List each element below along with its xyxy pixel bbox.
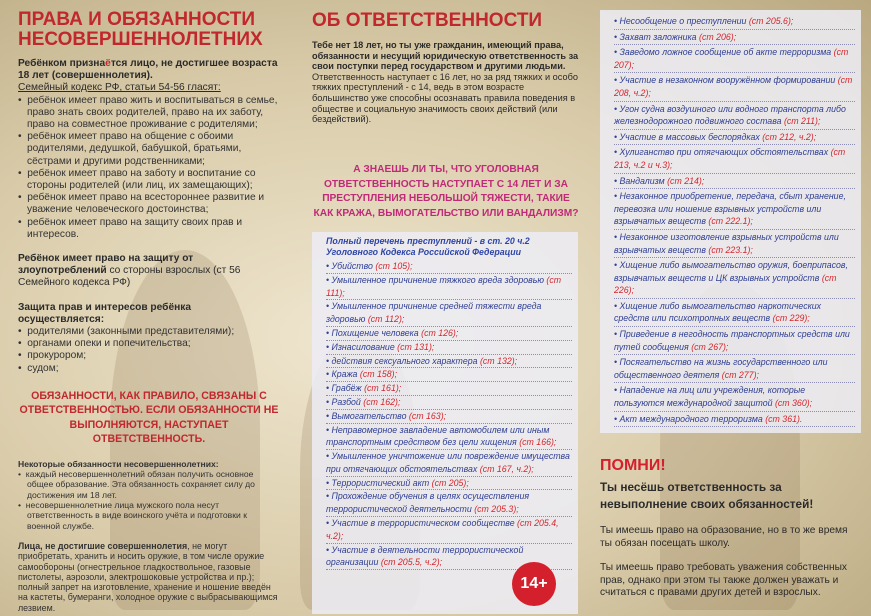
bullet-icon: •	[326, 369, 332, 380]
crime-item	[326, 517, 572, 544]
rights-list	[18, 95, 280, 241]
article-ref: (ст 206);	[699, 31, 737, 42]
crime-item	[614, 230, 855, 258]
rights-item-text: ребёнок имеет право на заботу и воспитание со стороны родителей (или лиц, их замещающих);	[27, 167, 256, 192]
bullet-icon: •	[326, 396, 332, 407]
article-ref: (ст 158);	[359, 369, 398, 380]
crime-name: Участие в террористическом сообществе	[331, 518, 515, 529]
article-ref: (ст 162);	[363, 396, 401, 407]
crime-name: Хулиганство при отягчающих обстоятельствах	[619, 147, 829, 158]
article-ref: (ст 205.4, ч.2);	[326, 518, 559, 541]
protection-title: Защита прав и интересов ребёнка осуществляется:	[18, 301, 192, 325]
question-callout: А ЗНАЕШЬ ЛИ ТЫ, ЧТО УГОЛОВНАЯ ОТВЕТСТВЕННОСТЬ НАСТУПАЕТ С 14 ЛЕТ И ЗА ПРЕСТУПЛЕНИЯ НЕБОЛЬШОЙ ТЯЖЕСТИ, ТАКИЕ КАК КРАЖА, ВЫМОГАТЕЛЬСТВО ИЛИ ВАНДАЛИЗМ?	[313, 163, 579, 220]
bullet-icon: •	[614, 103, 620, 114]
crimes-list-title: Полный перечень преступлений - в ст. 20 ч.2 Уголовного Кодекса Российской Федерации	[326, 235, 530, 257]
intro-bold: Тебе нет 18 лет, но ты уже гражданин, имеющий права, обязанности и несущий юридическую ответственность за свои поступки перед государством и другими людьми.	[312, 40, 579, 72]
crime-name: Хищение либо вымогательство наркотических средств или психотропных веществ	[614, 300, 822, 324]
crime-item	[326, 450, 572, 477]
rights-item: • ребёнок имеет право на всестороннее развитие и уважение человеческого достоинства;	[18, 192, 265, 216]
article-ref: (ст 229);	[772, 313, 810, 324]
crime-name: Участие в массовых беспорядках	[619, 131, 760, 142]
protector-text: родителями (законными представителями);	[27, 326, 235, 338]
bullet-icon: •	[326, 355, 332, 366]
crime-name: Хищение либо вымогательство оружия, боеприпасов, взрывчатых веществ и ЦК взрывных устройств	[614, 260, 848, 283]
bullet-icon: •	[326, 518, 332, 529]
rights-item-text: ребёнок имеет право на всестороннее развитие и уважение человеческого достоинства;	[27, 192, 265, 216]
rights-column	[0, 0, 290, 616]
abuse-protection	[18, 253, 280, 290]
bullet-icon: •	[614, 413, 620, 424]
crime-name: Неправомерное завладение автомобилем или иным транспортным средством без цели хищения	[326, 424, 550, 448]
crime-name: Террористический акт	[331, 477, 430, 488]
crime-name: Заведомо ложное сообщение об акте терроризма	[619, 47, 832, 58]
article-ref: (ст 207);	[614, 47, 849, 70]
crimes-panel	[312, 232, 578, 614]
bullet-icon: •	[326, 477, 332, 488]
crimes-list-continued	[614, 14, 855, 427]
crime-item	[614, 258, 855, 299]
protector-item: • родителями (законными представителями);	[18, 326, 235, 338]
crime-item	[614, 412, 855, 428]
crime-name: Убийство	[331, 260, 373, 271]
article-ref: (ст 111);	[326, 274, 562, 298]
article-ref: (ст 222.1);	[708, 216, 753, 227]
crime-item	[614, 130, 855, 146]
crime-item	[326, 327, 572, 341]
bullet-icon: •	[326, 274, 332, 285]
crime-item	[614, 355, 855, 383]
crime-name: Приведение в негодность транспортных средств или путей сообщения	[614, 329, 850, 352]
weapons-paragraph	[18, 541, 280, 613]
bullet-icon: •	[326, 383, 332, 394]
intro-text: Ответственность наступает с 16 лет, но за ряд тяжких и особо тяжких преступлений - с 14, ведь в этом возрасте большинство уже способны осознавать правила поведения в обществе и социальную значимость своих действий (или бездействий).	[312, 71, 578, 125]
crime-name: Незаконное изготовление взрывных устройств или взрывчатых веществ	[614, 231, 839, 255]
article-ref: (ст 212, ч.2);	[762, 131, 817, 142]
crime-name: Участие в деятельности террористической организации	[326, 544, 524, 568]
duties-title: Некоторые обязанности несовершеннолетних:	[18, 458, 219, 469]
article-ref: (ст 126);	[421, 327, 459, 338]
crime-item	[326, 274, 572, 301]
duty-item: • несовершеннолетние лица мужского пола несут ответственность в виде воинского учёта и подготовки к военной службе.	[18, 500, 247, 531]
rights-item: • ребёнок имеет право на защиту своих прав и интересов.	[18, 216, 243, 240]
article-ref: (ст 360);	[774, 398, 813, 409]
crime-item	[326, 355, 572, 369]
definition-part: Ребёнком призна	[18, 58, 106, 69]
protector-text: органами опеки и попечительства;	[27, 338, 191, 350]
bullet-icon: •	[614, 75, 620, 86]
protector-item: • прокурором;	[18, 350, 87, 362]
education-paragraph: Ты имеешь право на образование, но в то же время ты обязан посещать школу.	[600, 525, 848, 549]
rights-item: • ребёнок имеет право жить и воспитываться в семье, право знать своих родителей, право на их заботу, право на совместное проживание с родителями;	[18, 94, 278, 131]
article-ref: (ст 105);	[375, 260, 413, 271]
article-ref: (ст 132);	[479, 355, 518, 366]
crime-item	[614, 73, 855, 101]
protector-text: прокурором;	[27, 350, 87, 362]
crime-name: Акт международного терроризма	[619, 413, 763, 424]
bullet-icon: •	[326, 327, 332, 338]
crimes-list	[326, 260, 572, 570]
definition-part: тся лицо, не достигшее возраста 18 лет (совершеннолетия).	[18, 58, 278, 82]
respect-paragraph: Ты имеешь право требовать уважения собственных прав, однако при этом ты также должен уважать и считаться с правами других детей и взрослых.	[600, 562, 848, 599]
bullet-icon: •	[326, 341, 332, 352]
crime-name: Изнасилование	[331, 341, 395, 352]
rights-item-text: ребёнок имеет право на защиту своих прав и интересов.	[27, 216, 243, 240]
protectors-list	[18, 326, 280, 375]
bullet-icon: •	[614, 175, 620, 186]
crime-item	[326, 368, 572, 382]
rights-item: • ребёнок имеет право на заботу и воспитание со стороны родителей (или лиц, их замещающих);	[18, 167, 256, 192]
crime-item	[326, 396, 572, 410]
protector-item: • органами опеки и попечительства;	[18, 338, 191, 350]
bullet-icon: •	[326, 491, 332, 502]
crime-name: Прохождение обучения в целях осуществления террористической деятельности	[326, 491, 530, 515]
crime-name: Грабёж	[331, 383, 362, 394]
rights-title: ПРАВА И ОБЯЗАННОСТИ НЕСОВЕРШЕННОЛЕТНИХ	[18, 9, 263, 50]
crime-item	[614, 189, 855, 230]
article-ref: (ст 131);	[397, 341, 435, 352]
crime-item	[326, 341, 572, 355]
article-ref: (ст 166);	[519, 437, 557, 448]
responsibility-title: ОБ ОТВЕТСТВЕННОСТИ	[312, 10, 543, 31]
article-ref: (ст 208, ч.2);	[614, 75, 853, 98]
crime-item	[326, 382, 572, 396]
article-ref: (ст 112);	[367, 314, 405, 325]
crime-item	[326, 490, 572, 517]
crime-item	[614, 327, 855, 355]
family-code-ref: Семейный кодекс РФ, статьи 54-56 гласят:	[18, 82, 221, 94]
crime-item	[614, 174, 855, 190]
crime-item	[614, 299, 855, 327]
duty-item: • каждый несовершеннолетний обязан получить основное общее образование. Эта обязанность сохраняет силу до достижения им 18 лет.	[18, 469, 255, 500]
abuse-protection-bold: Ребёнок имеет право на защиту от злоупотреблений	[18, 253, 194, 277]
bullet-icon: •	[614, 47, 620, 58]
article-ref: (ст 211);	[783, 116, 821, 127]
article-ref: (ст 214);	[667, 175, 705, 186]
article-ref: (ст 163);	[408, 410, 447, 421]
duty-text: каждый несовершеннолетний обязан получить основное общее образование. Эта обязанность сохраняет силу до достижения им 18 лет.	[25, 469, 255, 500]
bullet-icon: •	[614, 260, 620, 271]
crime-name: действия сексуального характера	[331, 355, 478, 366]
bullet-icon: •	[614, 131, 620, 142]
crime-item	[614, 383, 855, 411]
crime-name: Нападение на лиц или учреждения, которые пользуются международной защитой	[614, 385, 806, 409]
child-definition	[18, 58, 280, 82]
responsibility-column	[298, 0, 588, 616]
article-ref: (ст 205.3);	[474, 504, 519, 515]
bullet-icon: •	[326, 544, 332, 555]
abuse-protection-rest: со стороны взрослых (ст 56 Семейного кодекса РФ)	[18, 265, 241, 289]
crime-name: Захват заложника	[619, 31, 697, 42]
crime-name: Угон судна воздушного или водного транспорта либо железнодорожного подвижного состава	[614, 103, 846, 127]
crime-item	[326, 477, 572, 491]
crime-name: Умышленное уничтожение или повреждение имущества при отягчающих обстоятельствах	[326, 451, 570, 474]
article-ref: (ст 161);	[364, 383, 402, 394]
crime-item	[614, 30, 855, 46]
crime-name: Кража	[331, 369, 358, 380]
crime-item	[614, 14, 855, 30]
bullet-icon: •	[614, 191, 620, 202]
responsibility-statement: Ты несёшь ответственность за невыполнение своих обязанностей!	[600, 480, 814, 512]
bullet-icon: •	[614, 147, 620, 158]
crime-name: Вандализм	[619, 175, 665, 186]
rights-item-text: ребёнок имеет право жить и воспитываться в семье, право знать своих родителей, право на их заботу, право на совместное проживание с родителями;	[27, 94, 278, 131]
crime-name: Умышленное причинение тяжкого вреда здоровью	[331, 274, 544, 285]
bullet-icon: •	[326, 410, 332, 421]
crime-item	[326, 260, 572, 274]
crime-name: Умышленное причинение средней тяжести вреда здоровью	[326, 301, 542, 325]
article-ref: (ст 205.5, ч.2);	[380, 557, 443, 568]
bullet-icon: •	[614, 31, 620, 42]
bullet-icon: •	[326, 451, 332, 462]
crime-name: Разбой	[331, 396, 361, 407]
article-ref: (ст 205);	[431, 477, 469, 488]
weapons-rest: , не могут приобретать, хранить и носить оружие, в том числе оружие самообороны (огнестрельное гладкоствольное, газовые пистолеты, аэрозоли, электрошоковые устройства и пр.); полный запрет на изготовление, хранение и ношение введён на кастеты, бумеранги, холодное оружие с выбрасывающимся лезвием.	[18, 540, 278, 613]
protector-text: судом;	[27, 362, 59, 374]
bullet-icon: •	[614, 385, 620, 396]
bullet-icon: •	[614, 329, 620, 340]
bullet-icon: •	[326, 424, 332, 435]
definition-accent: ё	[105, 58, 111, 69]
article-ref: (ст 277);	[721, 369, 759, 380]
article-ref: (ст 267);	[691, 341, 729, 352]
bullet-icon: •	[614, 231, 620, 242]
rights-item-text: ребёнок имеет право на общение с обоими родителями, дедушкой, бабушкой, братьями, сёстрами и другими родственниками;	[27, 131, 242, 167]
bullet-icon: •	[614, 357, 620, 368]
article-ref: (ст 361).	[765, 413, 803, 424]
crime-name: Участие в незаконном вооружённом формировании	[619, 75, 836, 86]
crime-item	[614, 45, 855, 73]
duty-text: несовершеннолетние лица мужского пола несут ответственность в виде воинского учёта и подготовки к военной службе.	[25, 500, 247, 531]
bullet-icon: •	[614, 300, 620, 311]
remember-heading: ПОМНИ!	[600, 457, 666, 475]
article-ref: (ст 223.1);	[708, 244, 753, 255]
crimes-continued-column	[594, 0, 871, 616]
crime-item	[614, 145, 855, 173]
weapons-bold: Лица, не достигшие совершеннолетия	[18, 540, 188, 551]
crime-item	[614, 102, 855, 130]
crime-name: Вымогательство	[331, 410, 407, 421]
crime-item	[326, 300, 572, 327]
duties-warning: ОБЯЗАННОСТИ, КАК ПРАВИЛО, СВЯЗАНЫ С ОТВЕТСТВЕННОСТЬЮ. ЕСЛИ ОБЯЗАННОСТИ НЕ ВЫПОЛНЯЮТСЯ, НАСТУПАЕТ ОТВЕТСТВЕННОСТЬ.	[19, 389, 279, 446]
crime-name: Несообщение о преступлении	[619, 16, 747, 26]
crime-name: Похищение человека	[331, 327, 419, 338]
crimes-panel-continued	[600, 10, 861, 433]
crime-item	[326, 410, 572, 424]
bullet-icon: •	[326, 260, 332, 271]
crime-item	[326, 424, 572, 451]
bullet-icon: •	[326, 301, 332, 312]
crime-name: Посягательство на жизнь государственного или общественного деятеля	[614, 357, 828, 380]
bullet-icon: •	[614, 16, 620, 26]
article-ref: (ст 205.6);	[748, 16, 794, 26]
article-ref: (ст 213, ч.2 и ч.3);	[614, 147, 846, 170]
protector-item: • судом;	[18, 362, 59, 374]
article-ref: (ст 226);	[614, 272, 837, 296]
crime-name: Незаконное приобретение, передача, сбыт хранение, перевозка или ношение взрывных устройств или взрывчатых веществ	[614, 191, 846, 227]
article-ref: (ст 167, ч.2);	[479, 463, 534, 474]
age-badge: 14+	[512, 562, 556, 606]
rights-item: • ребёнок имеет право на общение с обоими родителями, дедушкой, бабушкой, братьями, сёстрами и другими родственниками;	[18, 131, 242, 167]
